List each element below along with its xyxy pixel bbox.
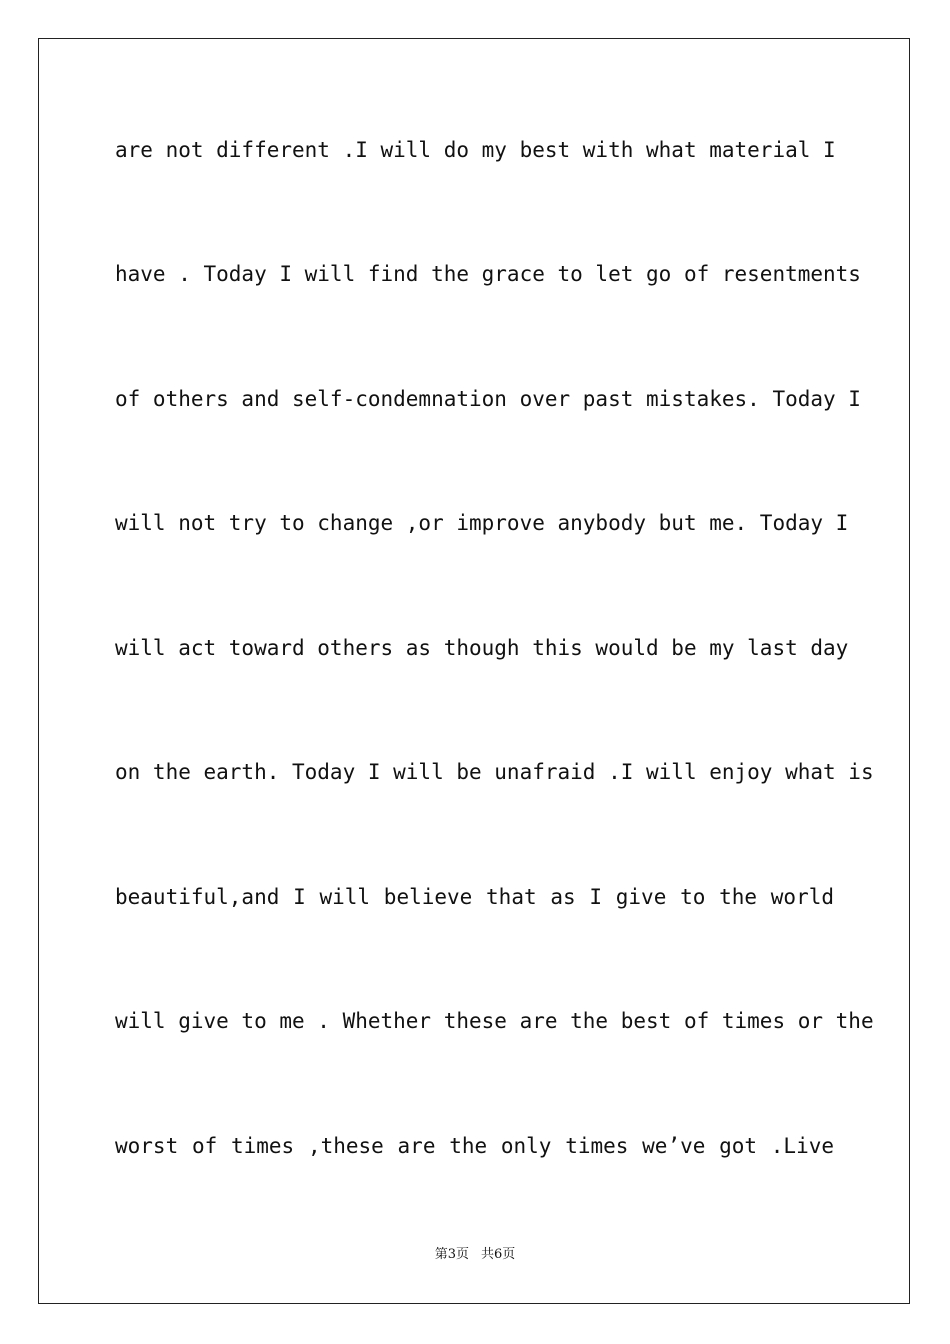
body-text-line: will act toward others as though this would be my last day [115, 636, 849, 660]
body-text-line: beautiful,and I will believe that as I give to the world [115, 885, 834, 909]
page-footer [0, 1246, 950, 1264]
page-frame [38, 38, 910, 1304]
body-text-line: are not different .I will do my best with what material I [115, 138, 836, 162]
body-text-line: worst of times ,these are the only times we’ve got .Live [115, 1134, 834, 1158]
page-total: 共6页 [481, 1247, 516, 1262]
body-text-line: have . Today I will find the grace to let go of resentments [115, 262, 861, 286]
page-number: 第3页 [434, 1247, 469, 1262]
body-text-line: will give to me . Whether these are the best of times or the [115, 1009, 874, 1033]
body-text-line: will not try to change ,or improve anybody but me. Today I [115, 511, 849, 535]
body-text-line: on the earth. Today I will be unafraid .I will enjoy what is [115, 760, 874, 784]
body-text-line: of others and self-condemnation over past mistakes. Today I [115, 387, 861, 411]
